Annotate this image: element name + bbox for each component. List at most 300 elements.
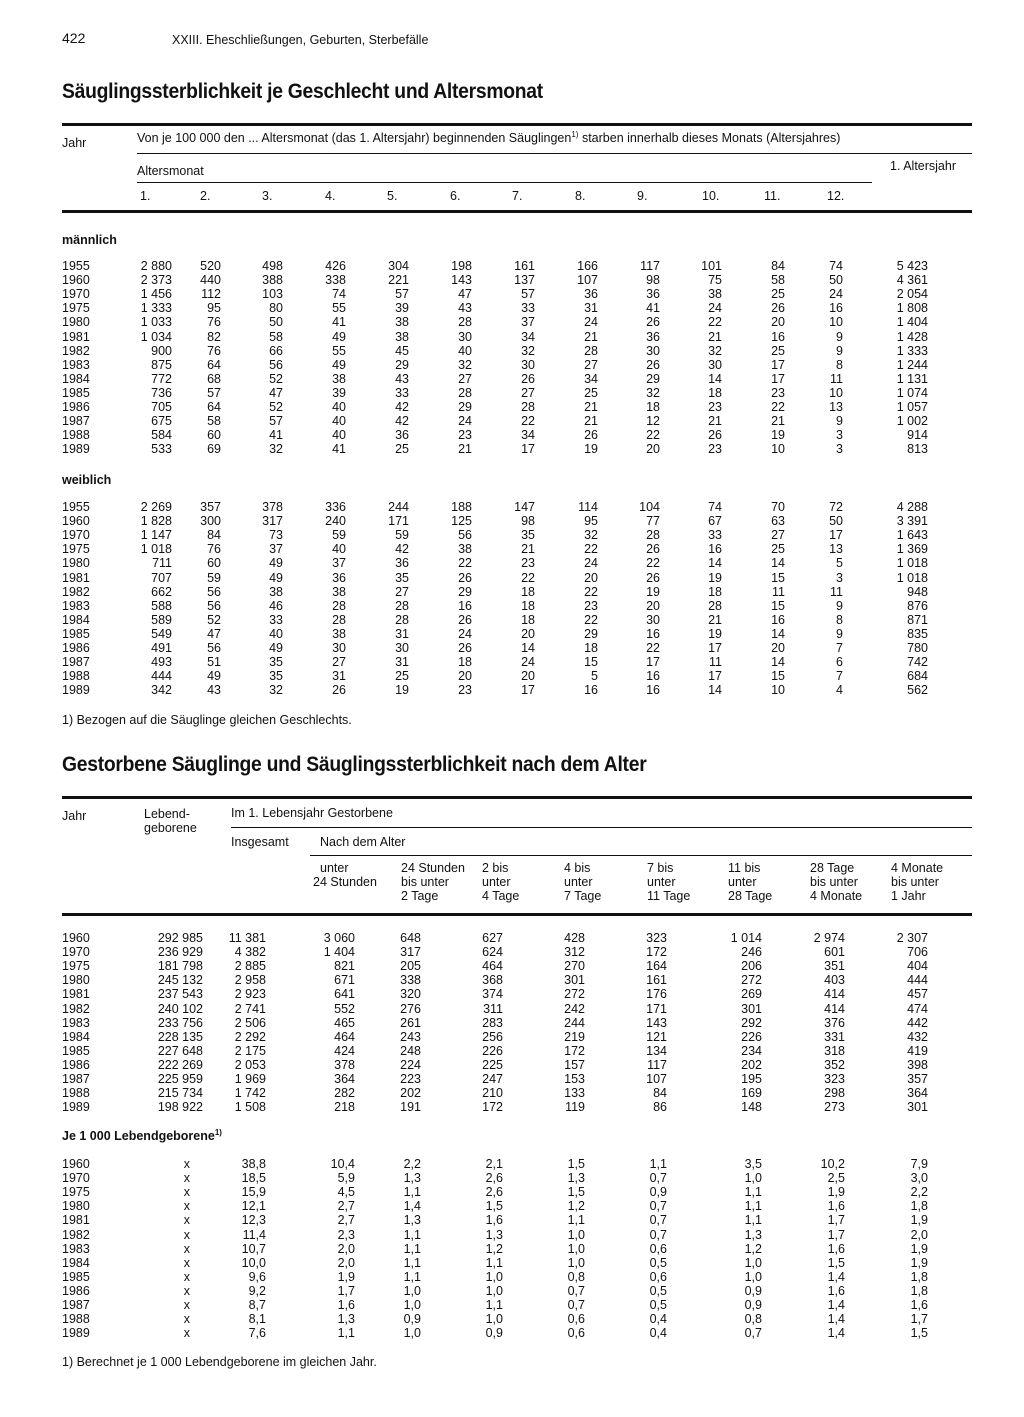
value-cell: 1,9 xyxy=(337,1269,355,1284)
value-cell: 0,7 xyxy=(744,1326,762,1341)
value-cell: 1,6 xyxy=(827,1283,845,1298)
value-cell: 6 xyxy=(836,655,843,670)
value-cell: x xyxy=(183,1283,190,1298)
value-cell: 14 xyxy=(521,641,535,655)
value-cell: 331 xyxy=(824,1029,845,1044)
value-cell: 26 xyxy=(646,315,660,330)
value-cell: 876 xyxy=(907,598,928,613)
value-cell: 38 xyxy=(708,287,722,302)
value-cell: 25 xyxy=(771,542,785,557)
value-cell: 218 xyxy=(334,1100,355,1115)
value-cell: 1 018 xyxy=(896,556,928,571)
value-cell: 66 xyxy=(269,343,283,358)
value-cell: 705 xyxy=(151,400,172,414)
value-cell: 236 929 xyxy=(157,945,203,960)
value-cell: 17 xyxy=(708,669,722,684)
value-cell: 1 131 xyxy=(896,371,928,386)
value-cell: 23 xyxy=(458,683,472,698)
value-cell: 86 xyxy=(653,1100,667,1115)
table-row xyxy=(0,627,1024,641)
value-cell: 38 xyxy=(395,329,409,344)
value-cell: 432 xyxy=(907,1029,928,1044)
value-cell: 1,1 xyxy=(403,1241,421,1256)
value-cell: 37 xyxy=(269,542,283,557)
value-cell: 1,5 xyxy=(827,1255,845,1270)
value-cell: 292 985 xyxy=(157,931,203,945)
value-cell: 10,4 xyxy=(330,1157,355,1171)
value-cell: 0,5 xyxy=(649,1283,667,1298)
value-cell: 21 xyxy=(458,442,472,457)
value-cell: 49 xyxy=(207,669,221,684)
age-col-label: 28 Tage xyxy=(728,889,773,903)
t1-section-female: weiblich xyxy=(62,473,112,487)
t1-head-month: Altersmonat xyxy=(137,164,204,178)
value-cell: 29 xyxy=(584,626,598,641)
value-cell: 11 xyxy=(830,584,843,599)
t1-footnote: 1) Bezogen auf die Säuglinge gleichen Geschlechts. xyxy=(62,713,352,727)
value-cell: 2 054 xyxy=(896,287,928,302)
table-row xyxy=(0,400,1024,414)
value-cell: 8 xyxy=(836,357,843,372)
value-cell: 1 456 xyxy=(140,287,172,302)
value-cell: 26 xyxy=(458,612,472,627)
month-label: 3. xyxy=(262,189,273,203)
value-cell: 442 xyxy=(907,1015,928,1030)
value-cell: 0,8 xyxy=(567,1269,585,1284)
table-row xyxy=(0,428,1024,442)
value-cell: 161 xyxy=(514,259,535,273)
table-row xyxy=(0,613,1024,627)
age-col-label: 2 Tage xyxy=(401,889,439,903)
value-cell: 55 xyxy=(332,301,346,316)
value-cell: 52 xyxy=(269,400,283,414)
value-cell: 27 xyxy=(332,655,346,670)
table-row xyxy=(0,1242,1024,1256)
value-cell: 2,0 xyxy=(910,1227,928,1242)
value-cell: 16 xyxy=(829,301,843,316)
value-cell: 2 175 xyxy=(234,1043,266,1058)
chapter-header: XXIII. Eheschließungen, Geburten, Sterbefälle xyxy=(172,33,429,47)
value-cell: 24 xyxy=(584,315,598,330)
value-cell: 2,0 xyxy=(337,1255,355,1270)
year-cell: 1970 xyxy=(62,1171,90,1186)
value-cell: 95 xyxy=(207,301,221,316)
value-cell: 20 xyxy=(521,669,535,684)
value-cell: 202 xyxy=(741,1057,762,1072)
table-row xyxy=(0,1270,1024,1284)
value-cell: x xyxy=(183,1326,190,1341)
age-col-label: unter xyxy=(728,875,757,889)
value-cell: 627 xyxy=(482,931,503,945)
table-row xyxy=(0,945,1024,959)
value-cell: 40 xyxy=(269,626,283,641)
value-cell: 114 xyxy=(578,500,598,514)
value-cell: 1,5 xyxy=(910,1326,928,1341)
value-cell: 74 xyxy=(332,287,346,302)
t1-head-rule2 xyxy=(137,182,872,183)
value-cell: 1,1 xyxy=(649,1157,667,1171)
value-cell: 39 xyxy=(395,301,409,316)
value-cell: 357 xyxy=(907,1072,928,1086)
value-cell: 1,0 xyxy=(567,1227,585,1242)
value-cell: 40 xyxy=(332,428,346,443)
value-cell: 24 xyxy=(584,556,598,571)
value-cell: 244 xyxy=(388,500,409,514)
value-cell: 12,3 xyxy=(241,1213,266,1228)
value-cell: 2,7 xyxy=(337,1199,355,1214)
value-cell: 59 xyxy=(332,528,346,543)
value-cell: 42 xyxy=(395,542,409,557)
month-label: 1. xyxy=(140,189,151,203)
value-cell: 22 xyxy=(646,428,660,443)
value-cell: 16 xyxy=(458,598,472,613)
value-cell: 17 xyxy=(521,442,535,457)
value-cell: 4 361 xyxy=(896,273,928,288)
year-cell: 1984 xyxy=(62,371,90,386)
value-cell: 16 xyxy=(646,626,660,641)
t2-section-rate: Je 1 000 Lebendgeborene$^{1)}$ xyxy=(62,1128,222,1143)
value-cell: 20 xyxy=(646,442,660,457)
value-cell: 43 xyxy=(395,371,409,386)
value-cell: 301 xyxy=(741,1001,762,1016)
t2-head-year: Jahr xyxy=(62,809,87,823)
value-cell: 76 xyxy=(207,542,221,557)
value-cell: 166 xyxy=(577,259,598,273)
value-cell: 298 xyxy=(824,1086,845,1101)
value-cell: 1 018 xyxy=(896,570,928,585)
value-cell: 15 xyxy=(771,598,785,613)
value-cell: 1,1 xyxy=(744,1213,762,1228)
value-cell: 465 xyxy=(334,1015,355,1030)
value-cell: 1,1 xyxy=(485,1298,503,1312)
value-cell: 34 xyxy=(521,329,535,344)
value-cell: 28 xyxy=(458,385,472,400)
value-cell: 404 xyxy=(907,959,928,974)
value-cell: 21 xyxy=(708,612,722,627)
table-row xyxy=(0,442,1024,456)
value-cell: 18 xyxy=(708,385,722,400)
value-cell: 272 xyxy=(564,987,585,1002)
value-cell: 41 xyxy=(646,301,660,316)
value-cell: 552 xyxy=(334,1001,355,1016)
table2-title: Gestorbene Säuglinge und Säuglingssterblichkeit nach dem Alter xyxy=(62,753,647,776)
value-cell: 317 xyxy=(400,945,421,960)
year-cell: 1975 xyxy=(62,1185,90,1200)
value-cell: 301 xyxy=(907,1100,928,1115)
value-cell: 1,4 xyxy=(403,1199,421,1214)
value-cell: 36 xyxy=(646,287,660,302)
value-cell: 10 xyxy=(771,683,785,698)
value-cell: 143 xyxy=(646,1015,667,1030)
table-row xyxy=(0,330,1024,344)
age-col-label: 4 Monate xyxy=(810,889,863,903)
value-cell: 221 xyxy=(388,273,409,288)
t2-head-byage: Nach dem Alter xyxy=(320,835,406,849)
value-cell: 20 xyxy=(771,641,785,655)
value-cell: 0,9 xyxy=(649,1185,667,1200)
value-cell: 56 xyxy=(458,528,472,543)
value-cell: x xyxy=(183,1227,190,1242)
value-cell: 164 xyxy=(646,959,667,974)
table1-title: Säuglingssterblichkeit je Geschlecht und Altersmonat xyxy=(62,80,543,103)
table1-top-rule xyxy=(62,123,972,126)
value-cell: 10 xyxy=(829,315,843,330)
value-cell: 35 xyxy=(269,655,283,670)
month-label: 2. xyxy=(200,189,211,203)
value-cell: 24 xyxy=(829,287,843,302)
value-cell: 1,0 xyxy=(403,1298,421,1312)
value-cell: 36 xyxy=(584,287,598,302)
value-cell: 0,4 xyxy=(649,1326,667,1341)
value-cell: 134 xyxy=(646,1043,667,1058)
page-number: 422 xyxy=(62,30,86,46)
value-cell: 261 xyxy=(400,1015,421,1030)
value-cell: 243 xyxy=(400,1029,421,1044)
value-cell: x xyxy=(183,1185,190,1200)
value-cell: 26 xyxy=(332,683,346,698)
value-cell: 3 xyxy=(836,442,843,457)
value-cell: 25 xyxy=(771,343,785,358)
year-cell: 1988 xyxy=(62,1312,90,1327)
value-cell: 1 147 xyxy=(140,528,172,543)
value-cell: 36 xyxy=(332,570,346,585)
value-cell: 248 xyxy=(400,1043,421,1058)
value-cell: 28 xyxy=(458,315,472,330)
value-cell: 33 xyxy=(395,385,409,400)
value-cell: 15 xyxy=(584,655,598,670)
value-cell: 11,4 xyxy=(242,1227,266,1242)
value-cell: x xyxy=(183,1213,190,1228)
value-cell: 73 xyxy=(269,528,283,543)
month-label: 12. xyxy=(827,189,845,203)
value-cell: 948 xyxy=(907,584,928,599)
value-cell: 60 xyxy=(207,556,221,571)
value-cell: 11 xyxy=(709,655,722,670)
year-cell: 1983 xyxy=(62,598,90,613)
value-cell: 101 xyxy=(701,259,722,273)
value-cell: 1,0 xyxy=(485,1269,503,1284)
value-cell: 9 xyxy=(836,343,843,358)
value-cell: 1,3 xyxy=(337,1312,355,1327)
value-cell: 1,2 xyxy=(567,1199,585,1214)
value-cell: 195 xyxy=(741,1072,762,1086)
value-cell: 1,6 xyxy=(485,1213,503,1228)
value-cell: 14 xyxy=(708,371,722,386)
value-cell: 40 xyxy=(458,343,472,358)
value-cell: 169 xyxy=(741,1086,762,1101)
value-cell: 0,6 xyxy=(567,1326,585,1341)
value-cell: 80 xyxy=(269,301,283,316)
value-cell: 36 xyxy=(395,428,409,443)
value-cell: 1,0 xyxy=(744,1255,762,1270)
value-cell: 648 xyxy=(400,931,421,945)
value-cell: 1,3 xyxy=(403,1213,421,1228)
value-cell: 14 xyxy=(771,626,785,641)
value-cell: 18 xyxy=(708,584,722,599)
year-cell: 1982 xyxy=(62,584,90,599)
value-cell: 153 xyxy=(564,1072,585,1086)
value-cell: 227 648 xyxy=(157,1043,203,1058)
value-cell: 403 xyxy=(824,973,845,988)
value-cell: 10,2 xyxy=(820,1157,845,1171)
value-cell: 26 xyxy=(646,570,660,585)
value-cell: 36 xyxy=(395,556,409,571)
age-col-label: bis unter xyxy=(401,875,449,889)
year-cell: 1982 xyxy=(62,343,90,358)
value-cell: 19 xyxy=(708,626,722,641)
value-cell: 39 xyxy=(332,385,346,400)
table-row xyxy=(0,514,1024,528)
value-cell: 7 xyxy=(836,669,843,684)
value-cell: 18,5 xyxy=(241,1171,266,1186)
value-cell: x xyxy=(183,1199,190,1214)
year-cell: 1981 xyxy=(62,987,90,1002)
value-cell: 157 xyxy=(564,1057,585,1072)
value-cell: 1,5 xyxy=(567,1157,585,1171)
value-cell: 821 xyxy=(334,959,355,974)
value-cell: 32 xyxy=(584,528,598,543)
value-cell: 1,3 xyxy=(485,1227,503,1242)
t2-age-header-line xyxy=(0,875,1024,889)
value-cell: 2,0 xyxy=(337,1241,355,1256)
value-cell: 3 060 xyxy=(323,931,355,945)
table-row xyxy=(0,987,1024,1001)
value-cell: 2 974 xyxy=(813,931,845,945)
value-cell: 276 xyxy=(400,1001,421,1016)
value-cell: 1,4 xyxy=(827,1312,845,1327)
value-cell: 98 xyxy=(646,273,660,288)
value-cell: 38 xyxy=(395,315,409,330)
value-cell: 269 xyxy=(741,987,762,1002)
value-cell: 14 xyxy=(771,655,785,670)
value-cell: 242 xyxy=(564,1001,585,1016)
table-row xyxy=(0,1326,1024,1340)
value-cell: 22 xyxy=(521,570,535,585)
value-cell: 711 xyxy=(152,556,172,571)
value-cell: 364 xyxy=(907,1086,928,1101)
value-cell: 2,5 xyxy=(827,1171,845,1186)
year-cell: 1984 xyxy=(62,1255,90,1270)
value-cell: 10,0 xyxy=(241,1255,266,1270)
value-cell: 11 xyxy=(830,371,843,386)
value-cell: 133 xyxy=(564,1086,585,1101)
value-cell: 426 xyxy=(325,259,346,273)
t2-age-header-line xyxy=(0,861,1024,875)
value-cell: 28 xyxy=(708,598,722,613)
value-cell: 338 xyxy=(325,273,346,288)
value-cell: 41 xyxy=(332,442,346,457)
value-cell: 338 xyxy=(400,973,421,988)
value-cell: 7 xyxy=(836,641,843,655)
value-cell: 28 xyxy=(332,612,346,627)
value-cell: 95 xyxy=(584,514,598,529)
year-cell: 1984 xyxy=(62,612,90,627)
value-cell: 206 xyxy=(741,959,762,974)
value-cell: 20 xyxy=(771,315,785,330)
value-cell: 26 xyxy=(521,371,535,386)
value-cell: 584 xyxy=(151,428,172,443)
value-cell: 172 xyxy=(646,945,667,960)
value-cell: 15,9 xyxy=(241,1185,266,1200)
age-col-label: 4 Tage xyxy=(482,889,520,903)
value-cell: 30 xyxy=(708,357,722,372)
value-cell: 27 xyxy=(395,584,409,599)
table-row xyxy=(0,1100,1024,1114)
value-cell: 26 xyxy=(458,570,472,585)
value-cell: 5 423 xyxy=(896,259,928,273)
value-cell: 21 xyxy=(708,329,722,344)
value-cell: 19 xyxy=(771,428,785,443)
year-cell: 1989 xyxy=(62,1100,90,1115)
month-label: 7. xyxy=(512,189,523,203)
value-cell: 32 xyxy=(646,385,660,400)
value-cell: 27 xyxy=(458,371,472,386)
value-cell: 225 959 xyxy=(157,1072,203,1086)
value-cell: 1,1 xyxy=(744,1199,762,1214)
value-cell: 50 xyxy=(269,315,283,330)
value-cell: 533 xyxy=(151,442,172,457)
value-cell: 2 053 xyxy=(234,1057,266,1072)
table-row xyxy=(0,1016,1024,1030)
value-cell: 21 xyxy=(708,414,722,429)
value-cell: 1 508 xyxy=(234,1100,266,1115)
value-cell: 188 xyxy=(451,500,472,514)
value-cell: 1,4 xyxy=(827,1298,845,1312)
value-cell: 74 xyxy=(829,259,843,273)
value-cell: 31 xyxy=(332,669,346,684)
value-cell: 32 xyxy=(708,343,722,358)
value-cell: 2,6 xyxy=(485,1185,503,1200)
table-row xyxy=(0,1213,1024,1227)
value-cell: 58 xyxy=(207,414,221,429)
value-cell: 16 xyxy=(771,329,785,344)
table-row xyxy=(0,358,1024,372)
value-cell: 835 xyxy=(907,626,928,641)
value-cell: 1,3 xyxy=(744,1227,762,1242)
value-cell: 50 xyxy=(829,273,843,288)
value-cell: 30 xyxy=(646,612,660,627)
age-col-label: 4 bis xyxy=(564,861,591,875)
value-cell: 1,7 xyxy=(910,1312,928,1327)
table-row xyxy=(0,414,1024,428)
value-cell: 2 269 xyxy=(140,500,172,514)
table-row xyxy=(0,259,1024,273)
value-cell: 16 xyxy=(708,542,722,557)
value-cell: 117 xyxy=(640,259,660,273)
value-cell: 107 xyxy=(646,1072,667,1086)
value-cell: 84 xyxy=(653,1086,667,1101)
value-cell: 82 xyxy=(207,329,221,344)
value-cell: 137 xyxy=(514,273,535,288)
table-row xyxy=(0,1030,1024,1044)
value-cell: 8,7 xyxy=(248,1298,266,1312)
value-cell: 3 xyxy=(836,570,843,585)
value-cell: 1,6 xyxy=(827,1241,845,1256)
year-cell: 1985 xyxy=(62,1269,90,1284)
value-cell: 1,9 xyxy=(910,1241,928,1256)
value-cell: 84 xyxy=(207,528,221,543)
value-cell: 10 xyxy=(829,385,843,400)
value-cell: 1,6 xyxy=(910,1298,928,1312)
value-cell: 0,9 xyxy=(403,1312,421,1327)
value-cell: 72 xyxy=(829,500,843,514)
value-cell: 11 xyxy=(772,584,785,599)
value-cell: 42 xyxy=(395,414,409,429)
value-cell: 76 xyxy=(207,315,221,330)
value-cell: x xyxy=(183,1269,190,1284)
age-col-label: unter xyxy=(320,861,349,875)
value-cell: 0,9 xyxy=(485,1326,503,1341)
